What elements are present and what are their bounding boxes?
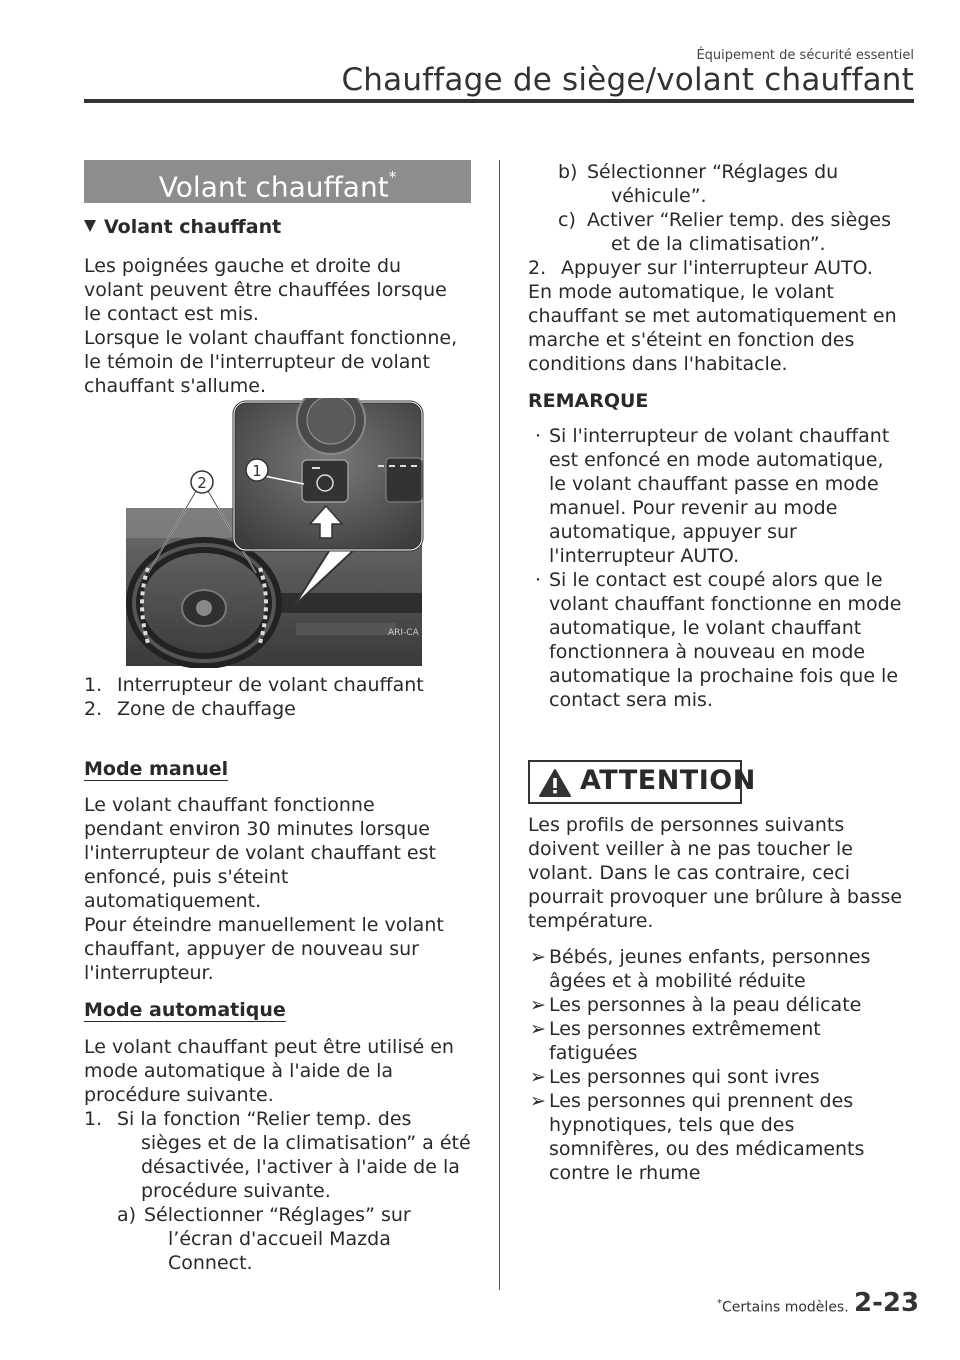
arrow-bullet-icon: ➢	[530, 946, 546, 968]
subheading: Volant chauffant	[84, 215, 474, 239]
list-item: ➢ Les personnes à la peau délicate	[530, 994, 862, 1016]
running-header-title: Chauffage de siège/volant chauffant	[341, 62, 914, 98]
intro-paragraph: Les poignées gauche et droite du volant peuvent être chauffées lorsque le contact est mis. Lorsque le volant chauffant fonctionne, le témoin de l'interrupteur de volant chauffant s'allume.	[84, 255, 458, 397]
banner-title: Volant chauffant	[158, 170, 389, 204]
auto-mode-heading: Mode automatique	[84, 999, 286, 1021]
manual-mode-heading: Mode manuel	[84, 758, 229, 780]
photo-watermark: ARI-CA	[388, 628, 419, 638]
footnote: *Certains modèles.	[717, 1298, 849, 1316]
arrow-bullet-icon: ➢	[530, 1090, 546, 1112]
attention-box	[528, 760, 756, 804]
step-1c: c) Activer “Relier temp. des sièges et de la climatisation”.	[558, 209, 892, 255]
column-divider	[499, 160, 500, 1290]
note-item: · Si le contact est coupé alors que le volant chauffant fonctionne en mode automatique, le volant chauffant fonctionnera à nouveau en mode automatique la prochaine fois que le contact sera mis.	[535, 569, 902, 711]
list-item: ➢ Bébés, jeunes enfants, personnes âgées et à mobilité réduite	[530, 946, 871, 992]
manual-mode-text: Le volant chauffant fonctionne pendant environ 30 minutes lorsque l'interrupteur de volant chauffant est enfoncé, puis s'éteint automatiquement. Pour éteindre manuellement le volant chauffant, appuyer de nouveau sur l'interrupteur.	[84, 794, 444, 984]
running-header-section: Équipement de sécurité essentiel	[696, 48, 914, 63]
page-number: 2-23	[854, 1288, 920, 1318]
steering-wheel-figure	[126, 398, 426, 668]
section-banner	[84, 160, 471, 203]
figure-legend: 1. Interrupteur de volant chauffant 2. Zone de chauffage	[84, 674, 424, 720]
warning-icon	[538, 768, 572, 798]
list-item: ➢ Les personnes qui sont ivres	[530, 1066, 820, 1088]
attention-list	[528, 945, 918, 1185]
banner-asterisk: *	[388, 168, 397, 186]
arrow-bullet-icon: ➢	[530, 1018, 546, 1040]
steps-continued: b) Sélectionner “Réglages du véhicule”. c) Activer “Relier temp. des sièges et de la climatisation”. 2. Appuyer sur l'interrupteur AUTO. En mode automatique, le volant chauffant se met automatiquement en marche et s'éteint en fonction des conditions dans l'habitacle.	[528, 160, 918, 376]
triangle-marker-icon	[84, 220, 96, 232]
heated-wheel-switch	[302, 460, 348, 502]
step-1: 1. Si la fonction “Relier temp. des sièges et de la climatisation” a été désactivée, l'activer à l'aide de la procédure suivante.	[84, 1108, 471, 1202]
note-list	[528, 424, 918, 712]
auto-mode-text: Le volant chauffant peut être utilisé en mode automatique à l'aide de la procédure suivante. 1. Si la fonction “Relier temp. des sièges et de la climatisation” a été désactivée, l'activer à l'aide de la procédure suivante. a) Sélectionner “Réglages” sur l’écran d'accueil Mazda Connect.	[84, 1035, 474, 1275]
attention-label: ATTENTION	[580, 765, 756, 796]
list-item: ➢ Les personnes extrêmement fatiguées	[530, 1018, 821, 1064]
header-rule	[84, 99, 914, 103]
note-heading: REMARQUE	[528, 390, 649, 412]
callout-2: 2	[197, 474, 207, 492]
callout-1: 1	[252, 462, 262, 480]
attention-text: Les profils de personnes suivants doivent veiller à ne pas toucher le volant. Dans le cas contraire, ceci pourrait provoquer une brûlure à basse température.	[528, 814, 903, 932]
note-item: · Si l'interrupteur de volant chauffant est enfoncé en mode automatique, le volant chauffant passe en mode manuel. Pour revenir au mode automatique, appuyer sur l'interrupteur AUTO.	[535, 425, 890, 567]
list-item: ➢ Les personnes qui prennent des hypnotiques, tels que des somnifères, ou des médicaments contre le rhume	[530, 1090, 865, 1184]
arrow-bullet-icon: ➢	[530, 994, 546, 1016]
arrow-bullet-icon: ➢	[530, 1066, 546, 1088]
step-1b: b) Sélectionner “Réglages du véhicule”.	[558, 161, 839, 207]
step-2: 2. Appuyer sur l'interrupteur AUTO.	[528, 257, 873, 279]
step-1a: a) Sélectionner “Réglages” sur l’écran d'accueil Mazda Connect.	[117, 1204, 411, 1274]
